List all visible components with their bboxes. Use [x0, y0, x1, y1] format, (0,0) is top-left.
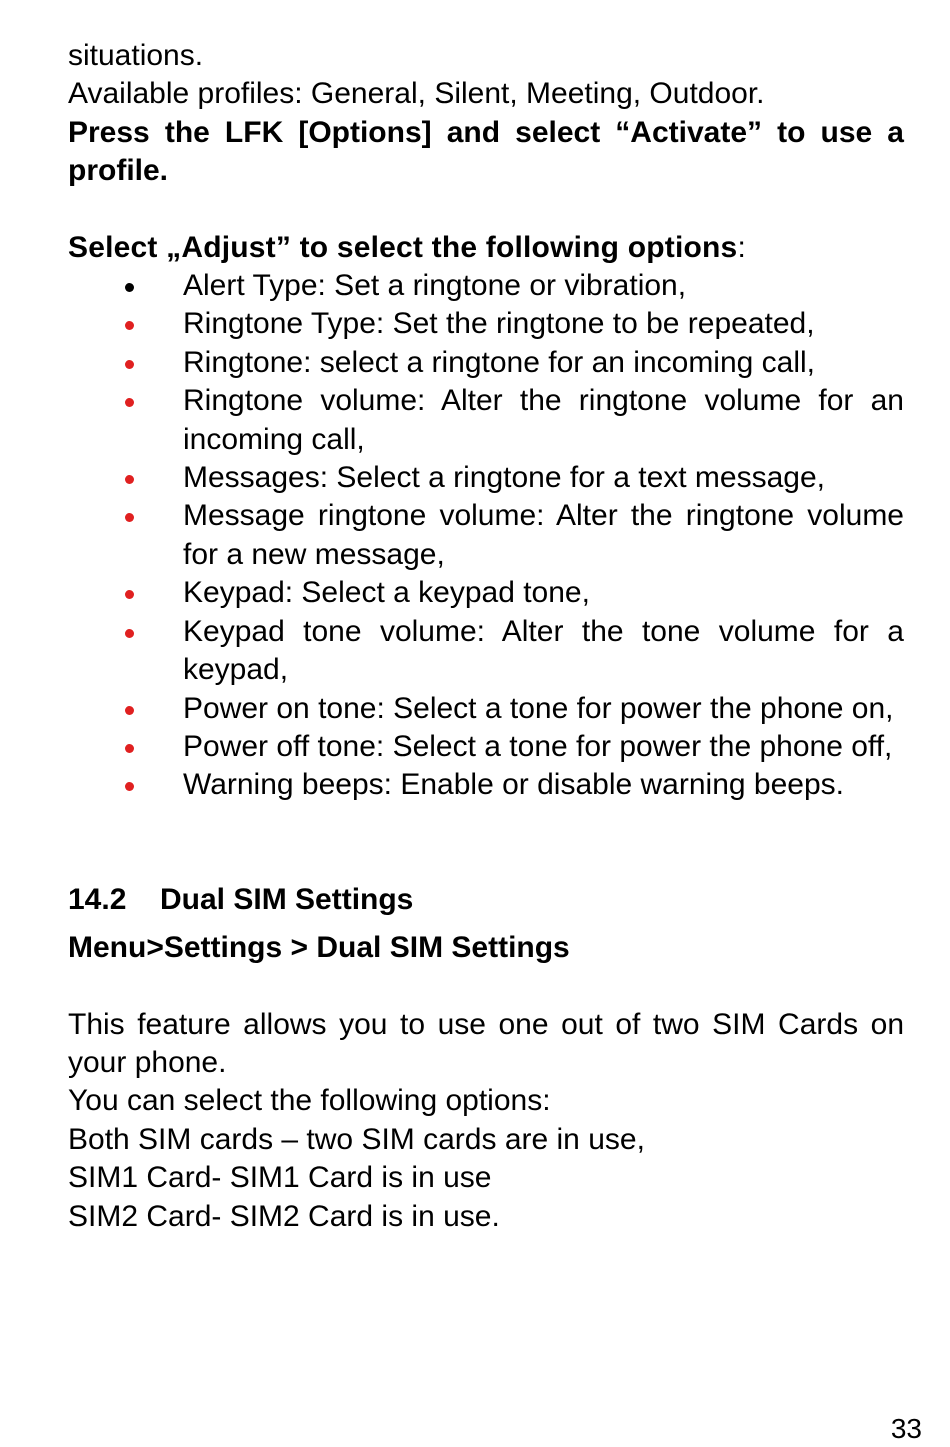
list-item-text: Ringtone: select a ringtone for an incoming call, [183, 345, 816, 379]
spacer [68, 805, 904, 881]
activate-profile-text: Press the LFK [Options] and select “Activate” to use a profile. [68, 115, 904, 188]
bullet-icon [125, 321, 134, 330]
spacer [68, 968, 904, 1006]
dual-sim-option-sim2: SIM2 Card- SIM2 Card is in use. [68, 1199, 500, 1233]
list-item [68, 574, 904, 612]
adjust-lead-colon: : [737, 230, 746, 264]
menu-path: Menu>Settings > Dual SIM Settings [68, 931, 570, 965]
bullet-icon [125, 475, 134, 484]
list-item-text: Message ringtone volume: Alter the ringtone volume for a new message, [183, 499, 904, 571]
list-item-text: Ringtone volume: Alter the ringtone volume for an incoming call, [183, 384, 904, 456]
list-item [68, 766, 904, 804]
bullet-icon [125, 706, 134, 715]
list-item [68, 459, 904, 497]
dual-sim-option-sim1: SIM1 Card- SIM1 Card is in use [68, 1161, 492, 1195]
list-item [68, 497, 904, 574]
list-item-text: Alert Type: Set a ringtone or vibration, [183, 269, 687, 303]
list-item-text: Power off tone: Select a tone for power the phone off, [183, 729, 893, 763]
list-item [68, 382, 904, 459]
bullet-icon [125, 782, 134, 791]
page-number: 33 [890, 1413, 922, 1444]
dual-sim-option-both: Both SIM cards – two SIM cards are in use, [68, 1122, 645, 1156]
list-item [68, 305, 904, 343]
list-item-text: Messages: Select a ringtone for a text message, [183, 461, 825, 495]
adjust-lead [68, 229, 904, 267]
list-item [68, 267, 904, 305]
bullet-icon [125, 744, 134, 753]
bullet-icon [125, 629, 134, 638]
section-title: Dual SIM Settings [160, 882, 414, 916]
bullet-icon [125, 360, 134, 369]
bullet-icon [125, 283, 134, 292]
activate-profile-instruction [68, 114, 904, 191]
spacer [68, 191, 904, 229]
section-number: 14.2 [68, 882, 127, 916]
section-heading [68, 881, 904, 919]
intro-continuation: situations. [68, 39, 204, 72]
dual-sim-options-lead: You can select the following options: [68, 1084, 551, 1118]
list-item-text: Keypad tone volume: Alter the tone volume for a keypad, [183, 614, 904, 687]
list-item [68, 690, 904, 728]
list-item-text: Keypad: Select a keypad tone, [183, 576, 590, 610]
list-item-text: Ringtone Type: Set the ringtone to be repeated, [183, 307, 815, 341]
bullet-icon [125, 513, 134, 522]
page-content [68, 37, 904, 1236]
adjust-options-list [68, 267, 904, 805]
list-item [68, 344, 904, 382]
available-profiles-text: Available profiles: General, Silent, Meeting, Outdoor. [68, 77, 765, 111]
list-item-text: Warning beeps: Enable or disable warning beeps. [183, 768, 844, 802]
list-item [68, 728, 904, 766]
list-item [68, 613, 904, 690]
adjust-lead-text: Select „Adjust” to select the following options [68, 230, 738, 264]
dual-sim-description: This feature allows you to use one out of two SIM Cards on your phone. [68, 1007, 904, 1079]
bullet-icon [125, 398, 134, 407]
bullet-icon [125, 590, 134, 599]
list-item-text: Power on tone: Select a tone for power the phone on, [183, 691, 894, 725]
